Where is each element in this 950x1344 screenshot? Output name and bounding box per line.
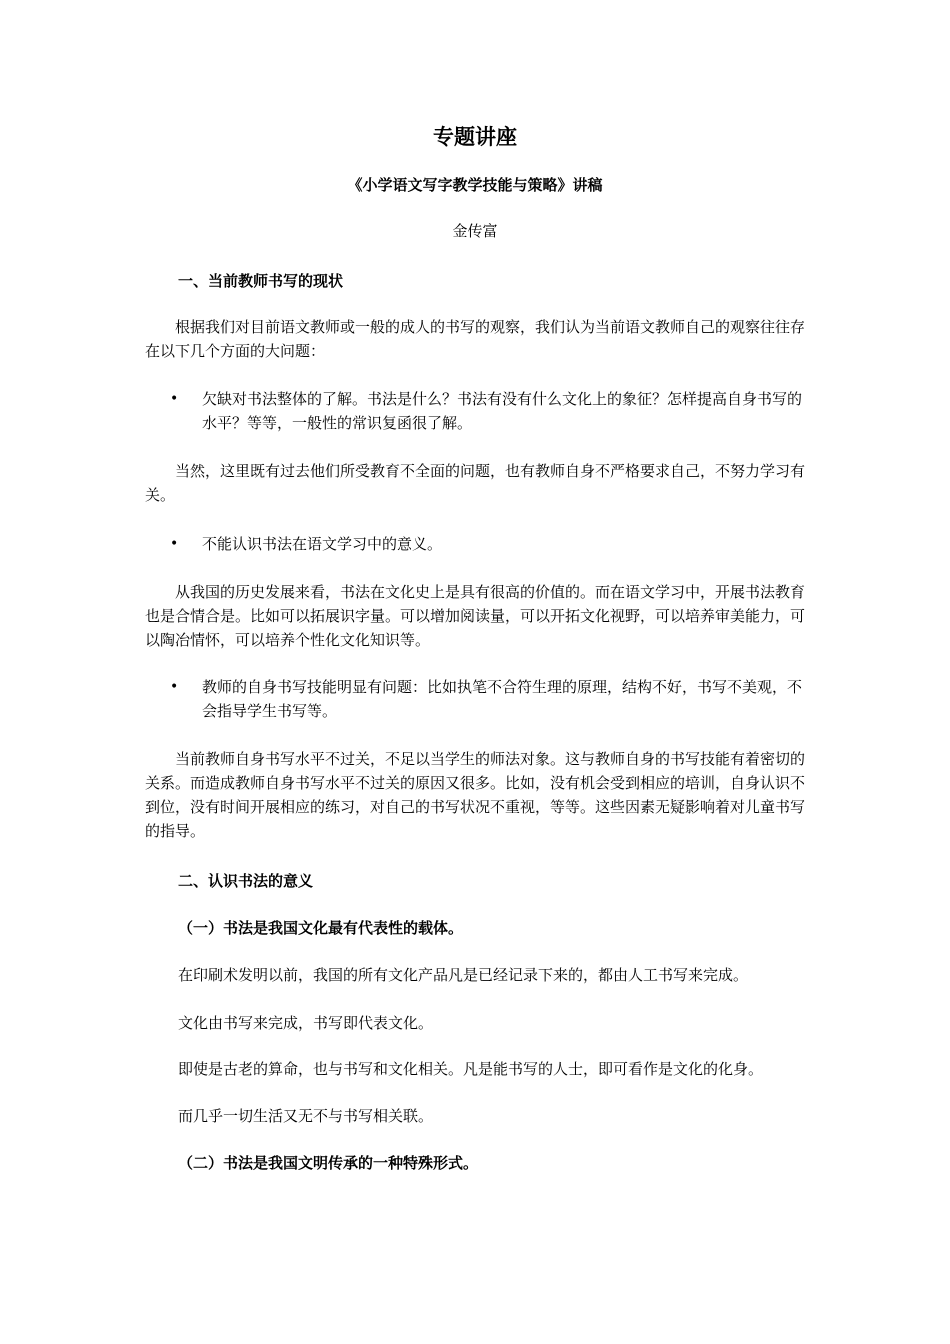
subsection-heading-1: （一）书法是我国文化最有代表性的载体。 (178, 919, 464, 937)
text-line: 文化由书写来完成，书写即代表文化。 (178, 1014, 434, 1032)
document-title: 专题讲座 (433, 124, 517, 149)
bullet-text: 不能认识书法在语文学习中的意义。 (202, 535, 443, 553)
text-line: 即使是古老的算命，也与书写和文化相关。凡是能书写的人士，即可看作是文化的化身。 (178, 1060, 764, 1078)
section-1-intro: 根据我们对目前语文教师或一般的成人的书写的观察，我们认为当前语文教师自己的观察往往存在以下几个方面的大问题： (145, 318, 806, 360)
text-line: 在印刷术发明以前，我国的所有文化产品凡是已经记录下来的，都由人工书写来完成。 (178, 966, 749, 984)
paragraph: 当前教师自身书写水平不过关，不足以当学生的师法对象。这与教师自身的书写技能有着密切的关系。而造成教师自身书写水平不过关的原因又很多。比如，没有机会受到相应的培训，自身认识不到位，没有时间开展相应的练习，对自己的书写状况不重视，等等。这些因素无疑影响着对儿童书写的指导。 (145, 750, 806, 840)
section-2-heading: 二、认识书法的意义 (178, 872, 314, 890)
bullet-icon: • (170, 391, 179, 407)
author-name: 金传富 (452, 222, 498, 240)
bullet-icon: • (170, 536, 179, 552)
paragraph: 从我国的历史发展来看，书法在文化史上是具有很高的价值的。而在语文学习中，开展书法教育也是合情合是。比如可以拓展识字量。可以增加阅读量，可以开拓文化视野，可以培养审美能力，可以陶冶情怀，可以培养个性化文化知识等。 (145, 583, 806, 649)
bullet-text: 教师的自身书写技能明显有问题：比如执笔不合符生理的原理，结构不好，书写不美观，不会指导学生书写等。 (202, 678, 803, 720)
subsection-heading-2: （二）书法是我国文明传承的一种特殊形式。 (178, 1154, 479, 1172)
bullet-text: 欠缺对书法整体的了解。书法是什么？书法有没有什么文化上的象征？怎样提高自身书写的水平？等等，一般性的常识复函很了解。 (202, 390, 803, 432)
paragraph: 当然，这里既有过去他们所受教育不全面的问题，也有教师自身不严格要求自己，不努力学习有关。 (145, 462, 806, 504)
bullet-icon: • (170, 679, 179, 695)
section-1-heading: 一、当前教师书写的现状 (178, 272, 344, 290)
text-line: 而几乎一切生活又无不与书写相关联。 (178, 1107, 434, 1125)
document-subtitle: 《小学语文写字教学技能与策略》讲稿 (347, 176, 603, 194)
